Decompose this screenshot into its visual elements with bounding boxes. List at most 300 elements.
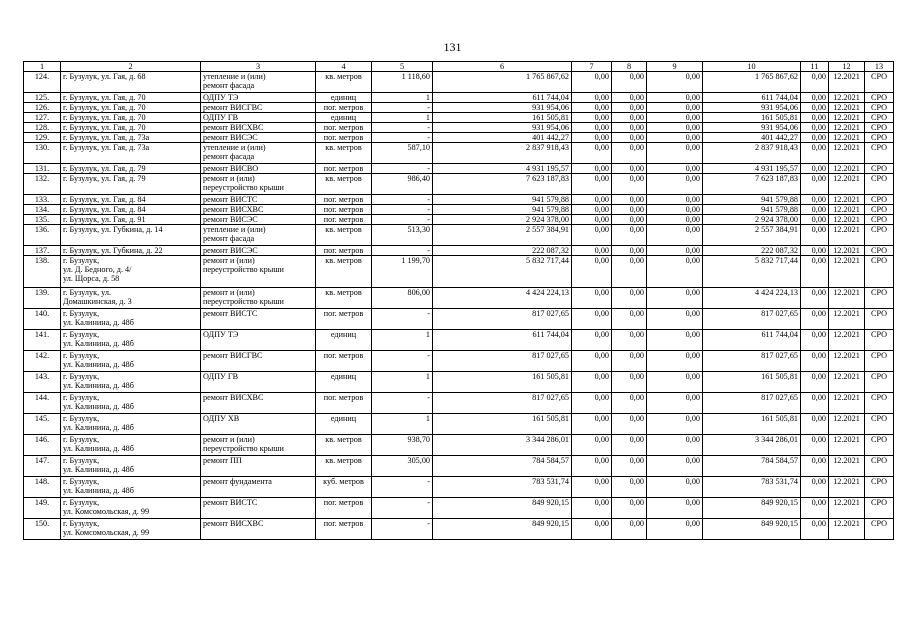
work-type-cell: ремонт ВИСХВС <box>201 519 316 540</box>
unit-cell: пог. метров <box>316 215 372 225</box>
deadline-cell: 12.2021 <box>829 205 865 215</box>
fund-cell: 0,00 <box>647 498 703 519</box>
deadline-cell: 12.2021 <box>829 351 865 372</box>
fund-cell: 0,00 <box>647 256 703 288</box>
address-cell: г. Бузулук, ул. Гая, д. 79 <box>61 164 201 174</box>
specific-cost-cell: 0,00 <box>801 456 829 477</box>
quantity-cell: - <box>372 103 433 113</box>
quantity-cell: 938,70 <box>372 435 433 456</box>
deadline-cell: 12.2021 <box>829 372 865 393</box>
owner-funds-cell: 161 505,81 <box>703 113 801 123</box>
specific-cost-cell: 0,00 <box>801 414 829 435</box>
work-type-cell: утепление и (или) ремонт фасада <box>201 72 316 93</box>
owner-funds-cell: 7 623 187,83 <box>703 174 801 195</box>
column-number: 2 <box>61 62 201 72</box>
row-number: 133. <box>24 195 61 205</box>
owner-funds-cell: 931 954,06 <box>703 103 801 113</box>
specific-cost-cell: 0,00 <box>801 288 829 309</box>
unit-cell: единиц <box>316 372 372 393</box>
owner-funds-cell: 1 765 867,62 <box>703 72 801 93</box>
unit-cell: кв. метров <box>316 225 372 246</box>
address-cell: г. Бузулук, ул. Гая, д. 70 <box>61 103 201 113</box>
fund-cell: 0,00 <box>572 256 612 288</box>
specific-cost-cell: 0,00 <box>801 256 829 288</box>
fund-cell: 0,00 <box>647 519 703 540</box>
specific-cost-cell: 0,00 <box>801 477 829 498</box>
fund-cell: 0,00 <box>612 456 647 477</box>
work-type-cell: ремонт ВИСХВС <box>201 123 316 133</box>
owner-funds-cell: 2 924 378,00 <box>703 215 801 225</box>
total-cost-cell: 4 931 195,57 <box>433 164 572 174</box>
table-row <box>24 113 894 123</box>
table-row <box>24 72 894 93</box>
row-number: 140. <box>24 309 61 330</box>
fund-cell: 0,00 <box>647 435 703 456</box>
fund-cell: 0,00 <box>647 309 703 330</box>
fund-cell: 0,00 <box>647 93 703 103</box>
deadline-cell: 12.2021 <box>829 72 865 93</box>
row-number: 146. <box>24 435 61 456</box>
work-type-cell: утепление и (или) ремонт фасада <box>201 143 316 164</box>
fund-cell: 0,00 <box>572 123 612 133</box>
table-row <box>24 256 894 288</box>
deadline-cell: 12.2021 <box>829 103 865 113</box>
deadline-cell: 12.2021 <box>829 393 865 414</box>
address-cell: г. Бузулук, ул. Д. Бедного, д. 4/ ул. Щорса, д. 58 <box>61 256 201 288</box>
unit-cell: кв. метров <box>316 288 372 309</box>
column-number: 1 <box>24 62 61 72</box>
quantity-cell: 305,00 <box>372 456 433 477</box>
fund-cell: 0,00 <box>572 372 612 393</box>
deadline-cell: 12.2021 <box>829 498 865 519</box>
fund-cell: 0,00 <box>572 288 612 309</box>
total-cost-cell: 611 744,04 <box>433 93 572 103</box>
row-number: 137. <box>24 246 61 256</box>
deadline-cell: 12.2021 <box>829 195 865 205</box>
unit-cell: пог. метров <box>316 246 372 256</box>
owner-funds-cell: 161 505,81 <box>703 372 801 393</box>
row-number: 142. <box>24 351 61 372</box>
work-type-cell: ОДПУ ХВ <box>201 414 316 435</box>
quantity-cell: - <box>372 246 433 256</box>
total-cost-cell: 1 765 867,62 <box>433 72 572 93</box>
fund-cell: 0,00 <box>612 143 647 164</box>
fund-cell: 0,00 <box>647 351 703 372</box>
owner-funds-cell: 222 087,32 <box>703 246 801 256</box>
work-type-cell: ремонт ВИСЭС <box>201 215 316 225</box>
work-type-cell: ремонт ВИСГВС <box>201 351 316 372</box>
address-cell: г. Бузулук, ул. Гая, д. 70 <box>61 93 201 103</box>
fund-cell: 0,00 <box>572 103 612 113</box>
column-number: 11 <box>801 62 829 72</box>
owner-funds-cell: 931 954,06 <box>703 123 801 133</box>
specific-cost-cell: 0,00 <box>801 225 829 246</box>
fund-cell: 0,00 <box>572 498 612 519</box>
deadline-cell: 12.2021 <box>829 414 865 435</box>
method-cell: СРО <box>865 246 894 256</box>
quantity-cell: - <box>372 164 433 174</box>
method-cell: СРО <box>865 205 894 215</box>
work-type-cell: ремонт и (или) переустройство крыши <box>201 288 316 309</box>
fund-cell: 0,00 <box>572 477 612 498</box>
total-cost-cell: 931 954,06 <box>433 123 572 133</box>
address-cell: г. Бузулук, ул. Гая, д. 70 <box>61 113 201 123</box>
fund-cell: 0,00 <box>612 133 647 143</box>
total-cost-cell: 817 027,65 <box>433 309 572 330</box>
fund-cell: 0,00 <box>612 330 647 351</box>
specific-cost-cell: 0,00 <box>801 498 829 519</box>
quantity-cell: - <box>372 351 433 372</box>
column-number: 3 <box>201 62 316 72</box>
specific-cost-cell: 0,00 <box>801 93 829 103</box>
method-cell: СРО <box>865 498 894 519</box>
specific-cost-cell: 0,00 <box>801 215 829 225</box>
row-number: 138. <box>24 256 61 288</box>
deadline-cell: 12.2021 <box>829 164 865 174</box>
total-cost-cell: 5 832 717,44 <box>433 256 572 288</box>
method-cell: СРО <box>865 93 894 103</box>
total-cost-cell: 2 924 378,00 <box>433 215 572 225</box>
specific-cost-cell: 0,00 <box>801 205 829 215</box>
method-cell: СРО <box>865 435 894 456</box>
owner-funds-cell: 817 027,65 <box>703 309 801 330</box>
repair-register-table <box>23 61 894 540</box>
specific-cost-cell: 0,00 <box>801 393 829 414</box>
address-cell: г. Бузулук, ул. Калинина, д. 48б <box>61 456 201 477</box>
total-cost-cell: 2 557 384,91 <box>433 225 572 246</box>
quantity-cell: 1 <box>372 113 433 123</box>
fund-cell: 0,00 <box>647 113 703 123</box>
specific-cost-cell: 0,00 <box>801 330 829 351</box>
unit-cell: куб. метров <box>316 477 372 498</box>
address-cell: г. Бузулук, ул. Гая, д. 91 <box>61 215 201 225</box>
fund-cell: 0,00 <box>612 174 647 195</box>
table-row <box>24 93 894 103</box>
fund-cell: 0,00 <box>612 205 647 215</box>
specific-cost-cell: 0,00 <box>801 435 829 456</box>
method-cell: СРО <box>865 330 894 351</box>
fund-cell: 0,00 <box>572 93 612 103</box>
table-row <box>24 133 894 143</box>
owner-funds-cell: 849 920,15 <box>703 519 801 540</box>
fund-cell: 0,00 <box>647 246 703 256</box>
deadline-cell: 12.2021 <box>829 330 865 351</box>
fund-cell: 0,00 <box>647 72 703 93</box>
table-row <box>24 456 894 477</box>
owner-funds-cell: 817 027,65 <box>703 393 801 414</box>
row-number: 141. <box>24 330 61 351</box>
total-cost-cell: 849 920,15 <box>433 498 572 519</box>
table-row <box>24 309 894 330</box>
owner-funds-cell: 849 920,15 <box>703 498 801 519</box>
table-row <box>24 143 894 164</box>
fund-cell: 0,00 <box>612 288 647 309</box>
quantity-cell: 986,40 <box>372 174 433 195</box>
fund-cell: 0,00 <box>572 393 612 414</box>
deadline-cell: 12.2021 <box>829 174 865 195</box>
row-number: 127. <box>24 113 61 123</box>
page-number: 131 <box>443 40 462 54</box>
quantity-cell: 1 <box>372 372 433 393</box>
work-type-cell: ОДПУ ГВ <box>201 113 316 123</box>
fund-cell: 0,00 <box>572 164 612 174</box>
specific-cost-cell: 0,00 <box>801 195 829 205</box>
quantity-cell: - <box>372 309 433 330</box>
row-number: 128. <box>24 123 61 133</box>
method-cell: СРО <box>865 133 894 143</box>
quantity-cell: - <box>372 215 433 225</box>
method-cell: СРО <box>865 195 894 205</box>
fund-cell: 0,00 <box>647 103 703 113</box>
fund-cell: 0,00 <box>572 456 612 477</box>
work-type-cell: ОДПУ ТЭ <box>201 330 316 351</box>
fund-cell: 0,00 <box>612 113 647 123</box>
fund-cell: 0,00 <box>612 123 647 133</box>
address-cell: г. Бузулук, ул. Губкина, д. 14 <box>61 225 201 246</box>
table-row <box>24 351 894 372</box>
fund-cell: 0,00 <box>612 414 647 435</box>
fund-cell: 0,00 <box>612 215 647 225</box>
row-number: 136. <box>24 225 61 246</box>
specific-cost-cell: 0,00 <box>801 123 829 133</box>
fund-cell: 0,00 <box>612 519 647 540</box>
fund-cell: 0,00 <box>647 225 703 246</box>
deadline-cell: 12.2021 <box>829 93 865 103</box>
fund-cell: 0,00 <box>612 72 647 93</box>
work-type-cell: ремонт ВИСТС <box>201 498 316 519</box>
fund-cell: 0,00 <box>572 143 612 164</box>
deadline-cell: 12.2021 <box>829 133 865 143</box>
specific-cost-cell: 0,00 <box>801 351 829 372</box>
unit-cell: кв. метров <box>316 256 372 288</box>
fund-cell: 0,00 <box>572 330 612 351</box>
deadline-cell: 12.2021 <box>829 256 865 288</box>
fund-cell: 0,00 <box>612 103 647 113</box>
column-number: 6 <box>433 62 572 72</box>
fund-cell: 0,00 <box>612 195 647 205</box>
unit-cell: пог. метров <box>316 133 372 143</box>
row-number: 125. <box>24 93 61 103</box>
method-cell: СРО <box>865 519 894 540</box>
work-type-cell: ОДПУ ТЭ <box>201 93 316 103</box>
quantity-cell: - <box>372 195 433 205</box>
address-cell: г. Бузулук, ул. Калинина, д. 48б <box>61 372 201 393</box>
column-number: 9 <box>647 62 703 72</box>
fund-cell: 0,00 <box>647 456 703 477</box>
work-type-cell: ремонт и (или) переустройство крыши <box>201 174 316 195</box>
quantity-cell: 806,00 <box>372 288 433 309</box>
fund-cell: 0,00 <box>612 225 647 246</box>
deadline-cell: 12.2021 <box>829 225 865 246</box>
quantity-cell: - <box>372 477 433 498</box>
deadline-cell: 12.2021 <box>829 309 865 330</box>
work-type-cell: ОДПУ ГВ <box>201 372 316 393</box>
unit-cell: кв. метров <box>316 72 372 93</box>
table-row <box>24 330 894 351</box>
row-number: 124. <box>24 72 61 93</box>
table-row <box>24 288 894 309</box>
method-cell: СРО <box>865 456 894 477</box>
fund-cell: 0,00 <box>647 393 703 414</box>
fund-cell: 0,00 <box>612 372 647 393</box>
total-cost-cell: 401 442,27 <box>433 133 572 143</box>
address-cell: г. Бузулук, ул. Гая, д. 79 <box>61 174 201 195</box>
row-number: 129. <box>24 133 61 143</box>
unit-cell: единиц <box>316 330 372 351</box>
fund-cell: 0,00 <box>647 174 703 195</box>
fund-cell: 0,00 <box>612 477 647 498</box>
owner-funds-cell: 611 744,04 <box>703 93 801 103</box>
total-cost-cell: 817 027,65 <box>433 393 572 414</box>
fund-cell: 0,00 <box>647 195 703 205</box>
deadline-cell: 12.2021 <box>829 215 865 225</box>
column-number-row <box>24 62 894 72</box>
total-cost-cell: 7 623 187,83 <box>433 174 572 195</box>
quantity-cell: 1 <box>372 330 433 351</box>
address-cell: г. Бузулук, ул. Гая, д. 84 <box>61 205 201 215</box>
owner-funds-cell: 941 579,88 <box>703 205 801 215</box>
work-type-cell: ремонт и (или) переустройство крыши <box>201 256 316 288</box>
table-row <box>24 435 894 456</box>
table-row <box>24 205 894 215</box>
fund-cell: 0,00 <box>647 215 703 225</box>
deadline-cell: 12.2021 <box>829 435 865 456</box>
specific-cost-cell: 0,00 <box>801 113 829 123</box>
unit-cell: пог. метров <box>316 205 372 215</box>
deadline-cell: 12.2021 <box>829 113 865 123</box>
work-type-cell: ремонт ВИСЭС <box>201 246 316 256</box>
unit-cell: кв. метров <box>316 174 372 195</box>
method-cell: СРО <box>865 309 894 330</box>
column-number: 5 <box>372 62 433 72</box>
fund-cell: 0,00 <box>612 351 647 372</box>
total-cost-cell: 161 505,81 <box>433 372 572 393</box>
row-number: 130. <box>24 143 61 164</box>
address-cell: г. Бузулук, ул. Комсомольская, д. 99 <box>61 519 201 540</box>
work-type-cell: ремонт ВИСГВС <box>201 103 316 113</box>
fund-cell: 0,00 <box>572 215 612 225</box>
owner-funds-cell: 611 744,04 <box>703 330 801 351</box>
row-number: 149. <box>24 498 61 519</box>
row-number: 147. <box>24 456 61 477</box>
quantity-cell: 513,30 <box>372 225 433 246</box>
fund-cell: 0,00 <box>572 351 612 372</box>
fund-cell: 0,00 <box>647 477 703 498</box>
method-cell: СРО <box>865 72 894 93</box>
row-number: 150. <box>24 519 61 540</box>
fund-cell: 0,00 <box>572 309 612 330</box>
fund-cell: 0,00 <box>647 164 703 174</box>
quantity-cell: 1 <box>372 414 433 435</box>
total-cost-cell: 3 344 286,01 <box>433 435 572 456</box>
unit-cell: кв. метров <box>316 143 372 164</box>
quantity-cell: - <box>372 498 433 519</box>
row-number: 126. <box>24 103 61 113</box>
specific-cost-cell: 0,00 <box>801 143 829 164</box>
table-row <box>24 393 894 414</box>
unit-cell: единиц <box>316 93 372 103</box>
specific-cost-cell: 0,00 <box>801 174 829 195</box>
row-number: 143. <box>24 372 61 393</box>
fund-cell: 0,00 <box>647 143 703 164</box>
table-row <box>24 498 894 519</box>
row-number: 135. <box>24 215 61 225</box>
method-cell: СРО <box>865 113 894 123</box>
unit-cell: кв. метров <box>316 435 372 456</box>
specific-cost-cell: 0,00 <box>801 133 829 143</box>
unit-cell: пог. метров <box>316 309 372 330</box>
total-cost-cell: 941 579,88 <box>433 205 572 215</box>
work-type-cell: утепление и (или) ремонт фасада <box>201 225 316 246</box>
unit-cell: пог. метров <box>316 123 372 133</box>
owner-funds-cell: 4 424 224,13 <box>703 288 801 309</box>
method-cell: СРО <box>865 372 894 393</box>
address-cell: г. Бузулук, ул. Гая, д. 84 <box>61 195 201 205</box>
address-cell: г. Бузулук, ул. Гая, д. 73а <box>61 143 201 164</box>
specific-cost-cell: 0,00 <box>801 164 829 174</box>
table-row <box>24 195 894 205</box>
deadline-cell: 12.2021 <box>829 143 865 164</box>
fund-cell: 0,00 <box>572 246 612 256</box>
work-type-cell: ремонт ВИСХВС <box>201 205 316 215</box>
fund-cell: 0,00 <box>612 435 647 456</box>
address-cell: г. Бузулук, ул. Гая, д. 73а <box>61 133 201 143</box>
column-number: 7 <box>572 62 612 72</box>
row-number: 131. <box>24 164 61 174</box>
total-cost-cell: 2 837 918,43 <box>433 143 572 164</box>
table-row <box>24 519 894 540</box>
method-cell: СРО <box>865 143 894 164</box>
address-cell: г. Бузулук, ул. Калинина, д. 48б <box>61 351 201 372</box>
table-row <box>24 123 894 133</box>
table-row <box>24 164 894 174</box>
table-row <box>24 477 894 498</box>
quantity-cell: 1 118,60 <box>372 72 433 93</box>
address-cell: г. Бузулук, ул. Гая, д. 70 <box>61 123 201 133</box>
fund-cell: 0,00 <box>572 195 612 205</box>
deadline-cell: 12.2021 <box>829 456 865 477</box>
fund-cell: 0,00 <box>612 93 647 103</box>
owner-funds-cell: 784 584,57 <box>703 456 801 477</box>
total-cost-cell: 783 531,74 <box>433 477 572 498</box>
row-number: 144. <box>24 393 61 414</box>
owner-funds-cell: 4 931 195,57 <box>703 164 801 174</box>
work-type-cell: ремонт фундамента <box>201 477 316 498</box>
fund-cell: 0,00 <box>572 72 612 93</box>
deadline-cell: 12.2021 <box>829 288 865 309</box>
quantity-cell: - <box>372 393 433 414</box>
table-row <box>24 414 894 435</box>
method-cell: СРО <box>865 351 894 372</box>
fund-cell: 0,00 <box>612 256 647 288</box>
total-cost-cell: 849 920,15 <box>433 519 572 540</box>
owner-funds-cell: 3 344 286,01 <box>703 435 801 456</box>
method-cell: СРО <box>865 215 894 225</box>
quantity-cell: 1 <box>372 93 433 103</box>
method-cell: СРО <box>865 225 894 246</box>
address-cell: г. Бузулук, ул. Губкина, д. 22 <box>61 246 201 256</box>
fund-cell: 0,00 <box>572 414 612 435</box>
fund-cell: 0,00 <box>647 372 703 393</box>
address-cell: г. Бузулук, ул. Калинина, д. 48б <box>61 309 201 330</box>
total-cost-cell: 611 744,04 <box>433 330 572 351</box>
unit-cell: пог. метров <box>316 164 372 174</box>
fund-cell: 0,00 <box>647 330 703 351</box>
unit-cell: единиц <box>316 414 372 435</box>
total-cost-cell: 4 424 224,13 <box>433 288 572 309</box>
work-type-cell: ремонт и (или) переустройство крыши <box>201 435 316 456</box>
work-type-cell: ремонт ВИСТС <box>201 195 316 205</box>
